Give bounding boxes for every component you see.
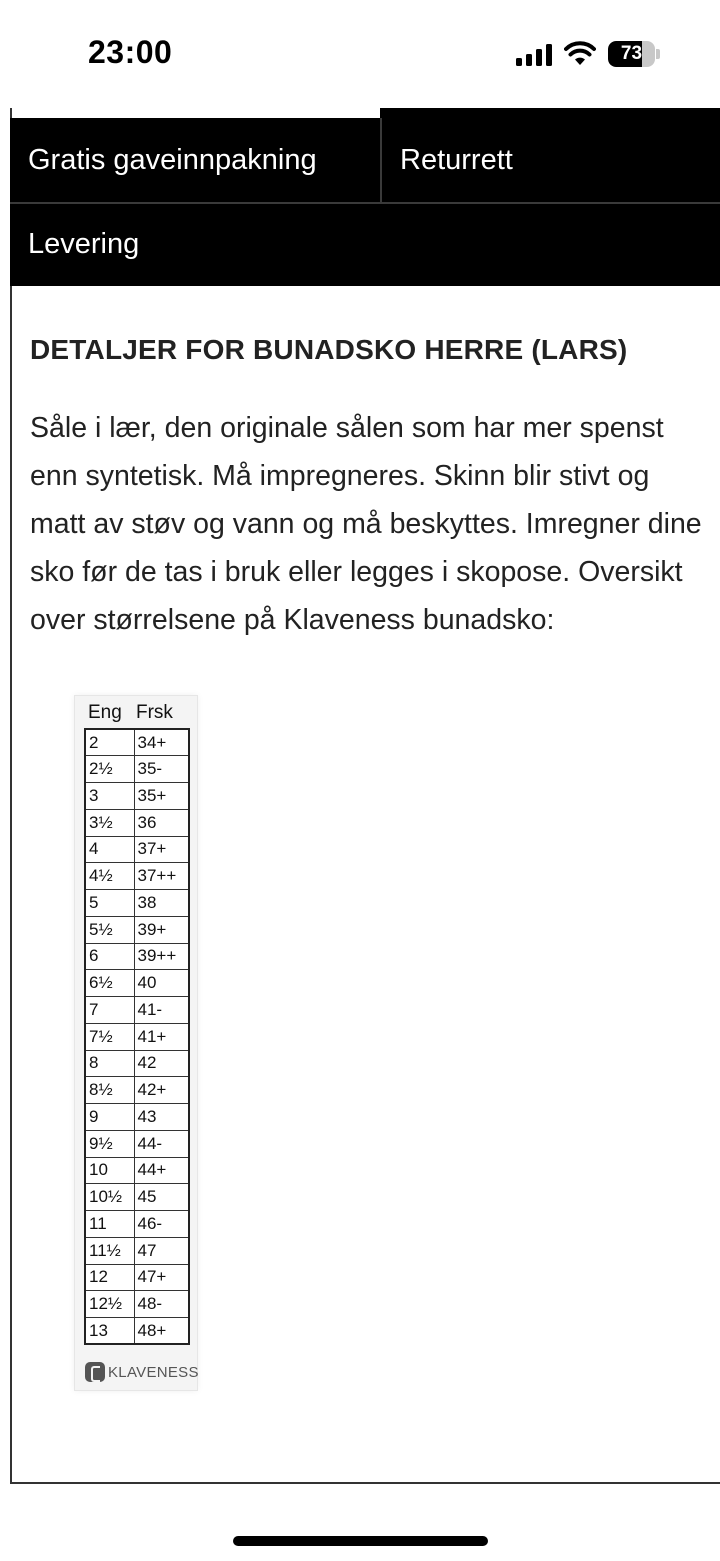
details-title: DETALJER FOR BUNADSKO HERRE (LARS) [30, 334, 628, 365]
size-chart-table [84, 728, 190, 1345]
size-eng-cell: 5½ [85, 916, 134, 943]
size-eng-cell: 8½ [85, 1077, 134, 1104]
size-eng-cell: 10½ [85, 1184, 134, 1211]
size-row [85, 783, 189, 810]
size-row [85, 1157, 189, 1184]
header-eng: Eng [88, 702, 122, 723]
size-frsk-cell: 44+ [134, 1157, 189, 1184]
size-frsk-cell: 41- [134, 997, 189, 1024]
size-row [85, 863, 189, 890]
description-line: enn syntetisk. Må impregneres. Skinn blir stivt og [30, 460, 650, 492]
size-eng-cell: 5 [85, 890, 134, 917]
size-row [85, 890, 189, 917]
size-eng-cell: 8 [85, 1050, 134, 1077]
size-frsk-cell: 48- [134, 1291, 189, 1318]
size-eng-cell: 4 [85, 836, 134, 863]
size-eng-cell: 2½ [85, 756, 134, 783]
size-frsk-cell: 39+ [134, 916, 189, 943]
battery-percent: 73 [620, 43, 643, 64]
size-frsk-cell: 43 [134, 1104, 189, 1131]
size-row [85, 1130, 189, 1157]
size-row [85, 1050, 189, 1077]
size-frsk-cell: 45 [134, 1184, 189, 1211]
size-eng-cell: 9½ [85, 1130, 134, 1157]
size-eng-cell: 9 [85, 1104, 134, 1131]
size-row [85, 809, 189, 836]
tab-gift-wrap[interactable]: Gratis gaveinnpakning [28, 144, 317, 176]
size-eng-cell: 11½ [85, 1237, 134, 1264]
brand-name: KLAVENESS [108, 1363, 199, 1381]
size-frsk-cell: 40 [134, 970, 189, 997]
size-eng-cell: 6 [85, 943, 134, 970]
status-bar [0, 0, 720, 108]
size-row [85, 970, 189, 997]
description-line: Såle i lær, den originale sålen som har mer spenst [30, 412, 664, 444]
klaveness-logo [85, 1360, 199, 1384]
size-row [85, 1184, 189, 1211]
size-chart-header [75, 700, 199, 726]
size-row [85, 916, 189, 943]
size-eng-cell: 11 [85, 1211, 134, 1238]
size-eng-cell: 3½ [85, 809, 134, 836]
size-row [85, 729, 189, 756]
size-frsk-cell: 47+ [134, 1264, 189, 1291]
size-frsk-cell: 34+ [134, 729, 189, 756]
size-row [85, 1237, 189, 1264]
size-row [85, 1104, 189, 1131]
size-frsk-cell: 35- [134, 756, 189, 783]
tab-delivery[interactable]: Levering [10, 202, 720, 286]
size-row [85, 997, 189, 1024]
size-eng-cell: 7½ [85, 1023, 134, 1050]
status-time: 23:00 [88, 34, 173, 70]
size-chart-image[interactable] [74, 695, 198, 1391]
size-frsk-cell: 41+ [134, 1023, 189, 1050]
size-frsk-cell: 35+ [134, 783, 189, 810]
header-frsk: Frsk [136, 702, 173, 723]
signal-icon [516, 44, 554, 66]
size-frsk-cell: 48+ [134, 1318, 189, 1345]
size-row [85, 943, 189, 970]
size-frsk-cell: 38 [134, 890, 189, 917]
size-frsk-cell: 37++ [134, 863, 189, 890]
size-frsk-cell: 36 [134, 809, 189, 836]
size-row [85, 1264, 189, 1291]
size-eng-cell: 2 [85, 729, 134, 756]
home-indicator[interactable] [233, 1536, 488, 1546]
tab-top-strip [380, 108, 720, 118]
details-description [30, 404, 720, 644]
size-frsk-cell: 39++ [134, 943, 189, 970]
size-frsk-cell: 47 [134, 1237, 189, 1264]
info-tab-bar [10, 118, 720, 286]
size-row [85, 756, 189, 783]
wifi-icon [564, 40, 596, 66]
size-eng-cell: 7 [85, 997, 134, 1024]
klaveness-logo-icon [85, 1362, 105, 1382]
battery-icon [608, 41, 660, 67]
size-row [85, 1318, 189, 1345]
size-eng-cell: 3 [85, 783, 134, 810]
size-eng-cell: 6½ [85, 970, 134, 997]
size-eng-cell: 10 [85, 1157, 134, 1184]
size-row [85, 1023, 189, 1050]
size-eng-cell: 12½ [85, 1291, 134, 1318]
size-frsk-cell: 46- [134, 1211, 189, 1238]
description-line: matt av støv og vann og må beskyttes. Imregner dine [30, 508, 702, 540]
tab-returns[interactable]: Returrett [380, 118, 720, 202]
size-row [85, 1077, 189, 1104]
size-frsk-cell: 42 [134, 1050, 189, 1077]
size-frsk-cell: 37+ [134, 836, 189, 863]
description-line: sko før de tas i bruk eller legges i skopose. Oversikt [30, 556, 683, 588]
size-frsk-cell: 44- [134, 1130, 189, 1157]
size-eng-cell: 12 [85, 1264, 134, 1291]
size-row [85, 836, 189, 863]
size-frsk-cell: 42+ [134, 1077, 189, 1104]
size-eng-cell: 4½ [85, 863, 134, 890]
size-row [85, 1211, 189, 1238]
description-line: over størrelsene på Klaveness bunadsko: [30, 604, 555, 636]
size-row [85, 1291, 189, 1318]
size-eng-cell: 13 [85, 1318, 134, 1345]
